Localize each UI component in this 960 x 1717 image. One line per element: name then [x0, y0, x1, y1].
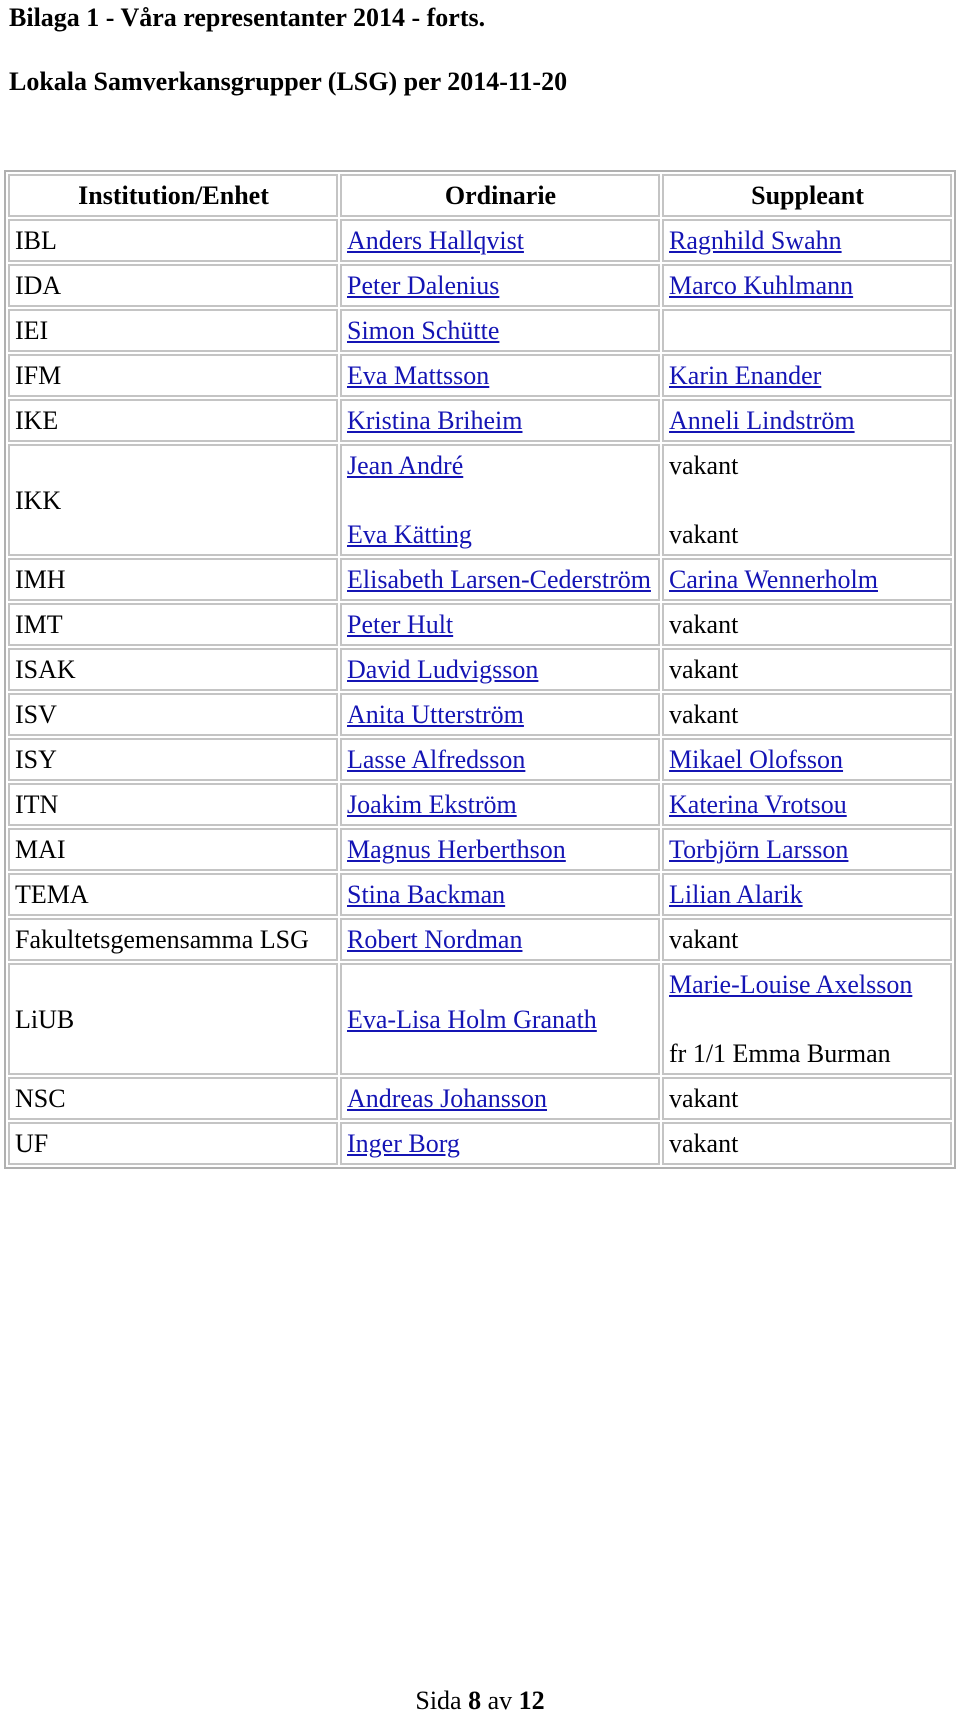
- table-row: [8, 219, 952, 262]
- ordinarie-link[interactable]: Elisabeth Larsen-Cederström: [347, 565, 651, 594]
- suppleant-cell: [662, 309, 952, 352]
- ordinarie-cell: [340, 828, 660, 871]
- table-row: [8, 828, 952, 871]
- suppleant-cell: [662, 963, 952, 1075]
- representatives-table: [4, 170, 956, 1169]
- representatives-table-wrapper: [4, 170, 956, 1169]
- suppleant-cell: [662, 603, 952, 646]
- table-row: [8, 399, 952, 442]
- suppleant-cell: [662, 783, 952, 826]
- footer-total-pages: 12: [518, 1686, 545, 1715]
- suppleant-link[interactable]: Lilian Alarik: [669, 880, 803, 909]
- table-row: [8, 963, 952, 1075]
- unit-cell: IKE: [8, 399, 338, 442]
- suppleant-text: vakant: [669, 1084, 739, 1113]
- ordinarie-link[interactable]: Simon Schütte: [347, 316, 500, 345]
- suppleant-link[interactable]: Anneli Lindström: [669, 406, 855, 435]
- suppleant-text: vakant: [669, 700, 739, 729]
- ordinarie-link[interactable]: Lasse Alfredsson: [347, 745, 526, 774]
- ordinarie-cell: [340, 603, 660, 646]
- unit-cell: IBL: [8, 219, 338, 262]
- table-row: [8, 354, 952, 397]
- unit-cell: Fakultetsgemensamma LSG: [8, 918, 338, 961]
- ordinarie-link[interactable]: Kristina Briheim: [347, 406, 523, 435]
- suppleant-link[interactable]: Carina Wennerholm: [669, 565, 878, 594]
- unit-cell: MAI: [8, 828, 338, 871]
- unit-cell: IFM: [8, 354, 338, 397]
- spacer: [669, 482, 946, 518]
- column-header-unit: Institution/Enhet: [8, 174, 338, 217]
- unit-cell: IMH: [8, 558, 338, 601]
- table-header-row: [8, 174, 952, 217]
- ordinarie-cell: [340, 648, 660, 691]
- page-title: Bilaga 1 - Våra representanter 2014 - forts.: [9, 3, 486, 32]
- unit-cell: UF: [8, 1122, 338, 1165]
- ordinarie-cell: [340, 783, 660, 826]
- ordinarie-cell: [340, 558, 660, 601]
- suppleant-cell: [662, 399, 952, 442]
- unit-cell: ISV: [8, 693, 338, 736]
- unit-cell: LiUB: [8, 963, 338, 1075]
- table-row: [8, 918, 952, 961]
- ordinarie-cell: [340, 354, 660, 397]
- unit-cell: IMT: [8, 603, 338, 646]
- ordinarie-link[interactable]: Stina Backman: [347, 880, 506, 909]
- ordinarie-cell: [340, 873, 660, 916]
- suppleant-cell: [662, 648, 952, 691]
- suppleant-cell: [662, 264, 952, 307]
- ordinarie-link[interactable]: Robert Nordman: [347, 925, 523, 954]
- suppleant-cell: [662, 1122, 952, 1165]
- ordinarie-cell: [340, 264, 660, 307]
- table-row: [8, 693, 952, 736]
- table-row: [8, 264, 952, 307]
- suppleant-link[interactable]: Ragnhild Swahn: [669, 226, 842, 255]
- ordinarie-cell: [340, 963, 660, 1075]
- ordinarie-link[interactable]: Jean André: [347, 451, 464, 480]
- suppleant-cell: [662, 918, 952, 961]
- footer-prefix: Sida: [415, 1686, 462, 1715]
- suppleant-link[interactable]: Katerina Vrotsou: [669, 790, 847, 819]
- suppleant-text: vakant: [669, 1129, 739, 1158]
- ordinarie-cell: [340, 693, 660, 736]
- ordinarie-link[interactable]: Eva-Lisa Holm Granath: [347, 1004, 597, 1034]
- suppleant-cell: [662, 444, 952, 556]
- ordinarie-link[interactable]: Peter Dalenius: [347, 271, 500, 300]
- table-row: [8, 603, 952, 646]
- unit-cell: IEI: [8, 309, 338, 352]
- suppleant-cell: [662, 354, 952, 397]
- ordinarie-cell: [340, 918, 660, 961]
- ordinarie-cell: [340, 738, 660, 781]
- suppleant-cell: [662, 219, 952, 262]
- table-row: [8, 558, 952, 601]
- ordinarie-cell: [340, 219, 660, 262]
- suppleant-text: vakant: [669, 520, 739, 549]
- ordinarie-link[interactable]: Inger Borg: [347, 1129, 460, 1158]
- suppleant-cell: [662, 738, 952, 781]
- suppleant-cell: [662, 693, 952, 736]
- suppleant-text: vakant: [669, 610, 739, 639]
- ordinarie-link[interactable]: Anita Utterström: [347, 700, 524, 729]
- unit-cell: ISY: [8, 738, 338, 781]
- unit-cell: IDA: [8, 264, 338, 307]
- ordinarie-cell: [340, 399, 660, 442]
- table-row: [8, 873, 952, 916]
- footer-middle: av: [487, 1686, 513, 1715]
- suppleant-text: vakant: [669, 451, 739, 480]
- table-row: [8, 444, 952, 556]
- suppleant-cell: [662, 1077, 952, 1120]
- unit-cell: ISAK: [8, 648, 338, 691]
- page-footer: [0, 1686, 960, 1716]
- ordinarie-link[interactable]: Magnus Herberthson: [347, 835, 566, 864]
- suppleant-cell: [662, 828, 952, 871]
- suppleant-text: vakant: [669, 925, 739, 954]
- suppleant-link[interactable]: Marie-Louise Axelsson: [669, 970, 913, 999]
- table-row: [8, 648, 952, 691]
- table-row: [8, 309, 952, 352]
- ordinarie-link[interactable]: Eva Mattsson: [347, 361, 490, 390]
- ordinarie-cell: [340, 1077, 660, 1120]
- suppleant-link[interactable]: Mikael Olofsson: [669, 745, 844, 774]
- suppleant-cell: [662, 558, 952, 601]
- ordinarie-link[interactable]: Andreas Johansson: [347, 1084, 548, 1113]
- spacer: [347, 482, 654, 518]
- ordinarie-link[interactable]: David Ludvigsson: [347, 655, 539, 684]
- table-row: [8, 738, 952, 781]
- unit-cell: IKK: [8, 444, 338, 556]
- ordinarie-cell: [340, 309, 660, 352]
- unit-cell: ITN: [8, 783, 338, 826]
- table-row: [8, 783, 952, 826]
- column-header-suppleant: Suppleant: [662, 174, 952, 217]
- suppleant-text: fr 1/1 Emma Burman: [669, 1039, 891, 1068]
- ordinarie-link[interactable]: Peter Hult: [347, 610, 454, 639]
- table-row: [8, 1077, 952, 1120]
- column-header-ordinarie: Ordinarie: [340, 174, 660, 217]
- unit-cell: TEMA: [8, 873, 338, 916]
- suppleant-cell: [662, 873, 952, 916]
- spacer: [669, 1001, 946, 1037]
- ordinarie-link[interactable]: Joakim Ekström: [347, 790, 517, 819]
- ordinarie-cell: [340, 444, 660, 556]
- section-title: Lokala Samverkansgrupper (LSG) per 2014-11-20: [9, 67, 568, 96]
- ordinarie-cell: [340, 1122, 660, 1165]
- suppleant-text: vakant: [669, 655, 739, 684]
- ordinarie-link[interactable]: Anders Hallqvist: [347, 226, 524, 255]
- unit-cell: NSC: [8, 1077, 338, 1120]
- suppleant-link[interactable]: Marco Kuhlmann: [669, 271, 854, 300]
- suppleant-link[interactable]: Karin Enander: [669, 361, 822, 390]
- table-row: [8, 1122, 952, 1165]
- footer-page-number: 8: [468, 1686, 482, 1715]
- suppleant-link[interactable]: Torbjörn Larsson: [669, 835, 849, 864]
- ordinarie-link[interactable]: Eva Kätting: [347, 520, 472, 549]
